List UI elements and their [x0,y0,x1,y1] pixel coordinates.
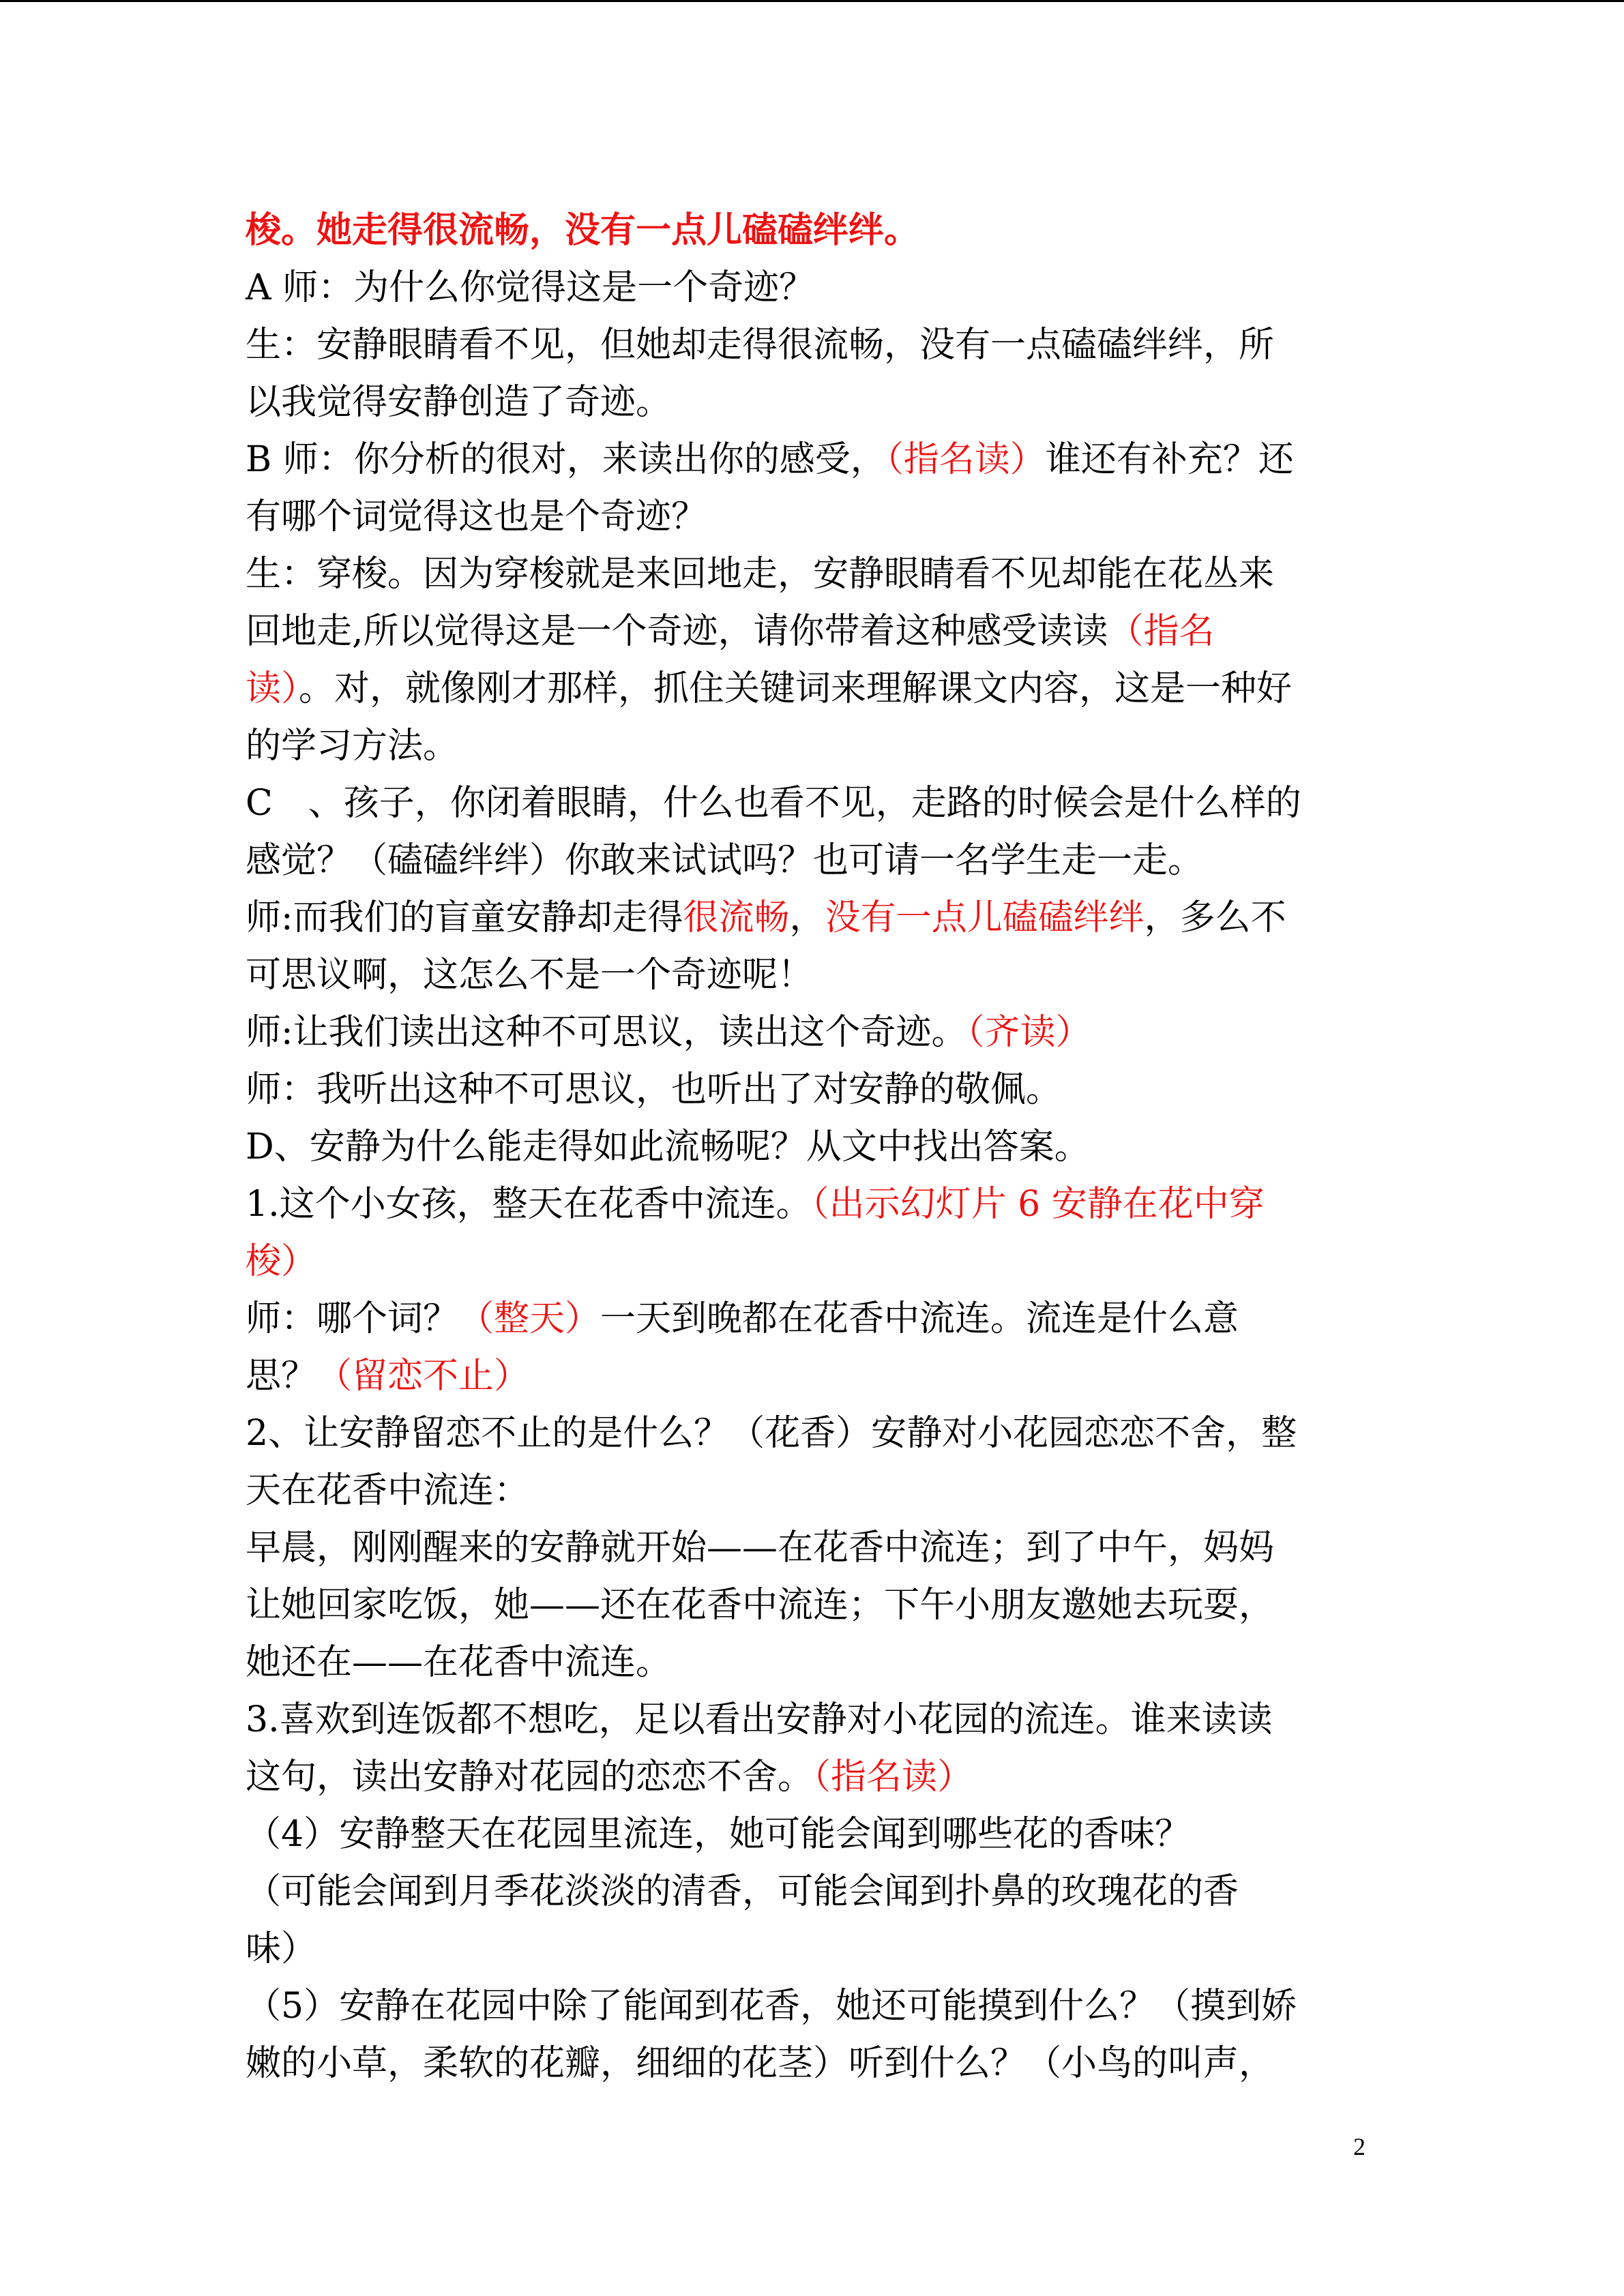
text-line [246,316,1391,374]
body-text: 回地走,所以觉得这是一个奇迹，请你带着这种感受读读 [246,611,1108,652]
text-line [246,1691,1391,1748]
body-text: 的学习方法。 [246,726,459,766]
body-text: 早晨，刚刚醒来的安静就开始——在花香中流连；到了中午，妈妈 [246,1527,1275,1568]
page-body [246,202,1391,2092]
page-number: 2 [1353,2133,1365,2160]
body-text: 师:让我们读出这种不可思议，读出这个奇迹。 [246,1012,967,1053]
body-text: 天在花香中流连： [246,1470,530,1511]
text-line [246,1634,1391,1691]
highlighted-text: （指名读） [813,1757,973,1798]
highlighted-text: （出示幻灯片 6 安静在花中穿 [811,1184,1265,1225]
body-text: 有哪个词觉得这也是个奇迹？ [246,496,707,537]
body-text: ， [789,897,825,938]
body-text: 以我觉得安静创造了奇迹。 [246,382,672,423]
highlighted-text: （留恋不止） [316,1356,530,1397]
highlighted-text: 读） [246,668,299,709]
body-text: 。对，就像刚才那样，抓住关键词来理解课文内容，这是一种好 [299,668,1293,709]
body-text: （5）安静在花园中除了能闻到花香，她还可能摸到什么？（摸到娇 [246,1986,1297,2027]
body-text: C 、孩子，你闭着眼睛，什么也看不见，走路的时候会是什么样的 [246,783,1301,824]
text-line [246,546,1391,603]
text-line [246,1290,1391,1347]
highlighted-text: 没有一点儿磕磕绊绊 [825,897,1145,938]
highlighted-text: （指名读） [885,439,1046,480]
body-text: 这句，读出安静对花园的恋恋不舍。 [246,1757,814,1798]
highlighted-text: 很流畅 [683,897,790,938]
text-line [246,889,1391,946]
text-line [246,259,1391,316]
highlighted-text: 梭） [246,1241,317,1282]
text-line [246,1748,1391,1806]
text-line [246,1806,1391,1863]
body-text: 味） [246,1928,317,1969]
text-line [246,1118,1391,1176]
body-text: 1.这个小女孩，整天在花香中流连。 [246,1184,812,1225]
text-line [246,1863,1391,1920]
body-text: 2、让安静留恋不止的是什么？（花香）安静对小花园恋恋不舍，整 [246,1413,1297,1454]
body-text: 师：哪个词？ [246,1298,459,1339]
highlighted-text: 梭。她走得很流畅，没有一点儿磕磕绊绊。 [246,209,920,251]
body-text: 师:而我们的盲童安静却走得 [246,897,683,938]
body-text: （可能会闻到月季花淡淡的清香，可能会闻到扑鼻的玫瑰花的香 [246,1871,1239,1912]
text-line [246,1519,1391,1577]
body-text: （4）安静整天在花园里流连，她可能会闻到哪些花的香味？ [246,1814,1191,1855]
text-line [246,1577,1391,1634]
text-line [246,603,1391,660]
body-text: ，多么不 [1144,897,1286,938]
body-text: 3.喜欢到连饭都不想吃，足以看出安静对小花园的流连。谁来读读 [246,1699,1273,1740]
body-text: D、安静为什么能走得如此流畅呢？从文中找出答案。 [246,1127,1090,1167]
text-line [246,1462,1391,1519]
text-line [246,431,1391,488]
text-line [246,374,1391,431]
body-text: A 师：为什么你觉得这是一个奇迹？ [246,267,815,308]
body-text: 嫩的小草，柔软的花瓣，细细的花茎）听到什么？（小鸟的叫声， [246,2043,1275,2084]
body-text: 思？ [246,1356,317,1397]
body-text: 师：我听出这种不可思议，也听出了对安静的敬佩。 [246,1069,1062,1110]
text-line [246,2035,1391,2092]
body-text: 可思议啊，这怎么不是一个奇迹呢！ [246,955,814,996]
text-line [246,1233,1391,1290]
text-line [246,717,1391,775]
highlighted-text: （整天） [458,1298,601,1339]
body-text: 感觉？（磕磕绊绊）你敢来试试吗？也可请一名学生走一走。 [246,840,1204,881]
highlighted-text: （齐读） [966,1012,1091,1053]
text-line [246,660,1391,717]
text-line [246,1061,1391,1118]
body-text: 一天到晚都在花香中流连。流连是什么意 [600,1298,1239,1339]
text-line [246,1920,1391,1978]
text-line [246,1004,1391,1061]
text-line [246,202,1391,259]
text-line [246,1347,1391,1405]
body-text: 生：穿梭。因为穿梭就是来回地走，安静眼睛看不见却能在花丛来 [246,554,1275,595]
body-text: 谁还有补充？还 [1045,439,1294,480]
text-line [246,1405,1391,1462]
text-line [246,1176,1391,1233]
body-text: B 师：你分析的很对，来读出你的感受， [246,439,886,480]
text-line [246,1978,1391,2035]
body-text: 她还在——在花香中流连。 [246,1642,672,1683]
text-line [246,946,1391,1004]
text-line [246,832,1391,889]
highlighted-text: （指名 [1108,611,1215,652]
body-text: 让她回家吃饭，她——还在花香中流连；下午小朋友邀她去玩耍， [246,1585,1275,1626]
body-text: 生：安静眼睛看不见，但她却走得很流畅，没有一点磕磕绊绊，所 [246,325,1275,366]
text-line [246,488,1391,546]
text-line [246,775,1391,832]
